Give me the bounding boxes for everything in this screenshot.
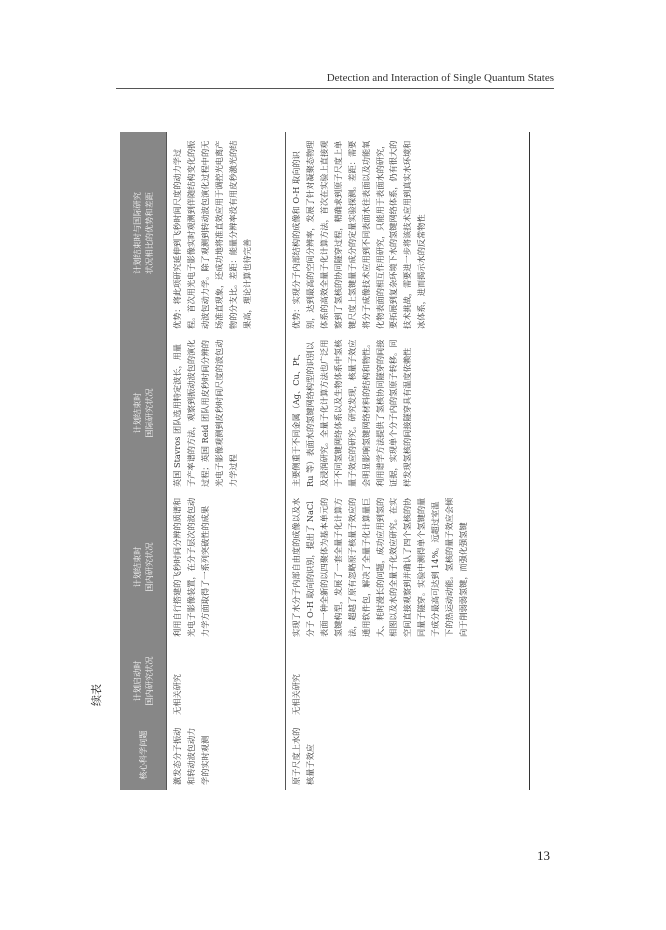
running-head: Detection and Interaction of Single Quantum States — [326, 72, 554, 84]
cell-comparison: 优势：实现分子内部结构的成像和 O-H 取向的识别，达到最高的空间分辨率，发展了针对凝聚态物理体系的高效全量子化计算方法，首次在实验上直接观察到了氢核的协同隧穿过程，精确求到原子尺度上单键尺度上氢键量子成分的定量实验探测。差距：需要将分子成像技术应用到不同表面水往表面以及功能氧化物表面的相互作用研究，只能用于表面水的研究，要拓展到复杂环境下水的氢键网络体系，仍有很大的技术挑战，需要进一步将该技术应用到真实水环境和冰体系，进而揭示水的反常物性 — [285, 132, 529, 334]
continued-table-label: 续表 — [90, 684, 103, 706]
header-rule — [116, 88, 554, 89]
table-header-row — [120, 132, 167, 790]
table-row — [167, 132, 286, 790]
table-row — [285, 132, 529, 790]
table-rotator — [120, 132, 530, 790]
comparison-table — [120, 132, 530, 790]
col-header-comparison: 计划结束时与国际研究 状况相比的优势和差距 — [120, 132, 167, 334]
cell-comparison: 优势：将此项研究延伸到飞秒时间尺度的动力学过程。首次用光电子影像实时观测到伴随结构变化的振动波包动力学。除了观测到转动波包演化过程中的无场准直现象，还成功地将准直效应用于调控光电离产物的分支比。差距：能量分辨率没有用皮秒激光的结果高，理论计算也待完善 — [167, 132, 286, 334]
page-number: 13 — [537, 848, 550, 863]
col-header-end-domestic: 计划结束时 国内研究状况 — [120, 492, 167, 642]
cell-core-question: 原子尺度上水的核量子效应 — [285, 720, 529, 790]
cell-end-domestic: 实现了水分子内部自由度的成像以及水分子 O-H 取向的识别，提出了 NaCl 表面一种全新的以四聚体为基本单元的氢键构型，发展了一套全量子化计算方法，超越了原有忽略原子核量子效应的通用软件包，解决了全量子化计算量巨大、耗时漫长的问题，成功应用到氢的相图以及水的全量子化效应研究。在实空间直接观察到并确认了四个氢核的协同量子隧穿。实验中测得单个氢键的量子成分最高可达到 14%。远超过室温下的热运动动能。氢核的量子效应会倾向于削弱弱氢键，而强化强氢键 — [285, 492, 529, 642]
col-header-start-domestic: 计划启动时 国内研究状况 — [120, 642, 167, 720]
cell-core-question: 激发态分子振动和转动波包动力学的实时观测 — [167, 720, 286, 790]
cell-end-international: 英国 Stavros 团队选用特定波长，用量子产率谱的方法，观察到振动波包的演化过程；英国 Reid 团队用皮秒时间分辨的光电子影像观测到皮秒时间尺度的波包动力学过程 — [167, 334, 286, 492]
rotated-table-frame — [120, 132, 530, 790]
col-header-end-international: 计划结束时 国际研究状况 — [120, 334, 167, 492]
cell-end-domestic: 利用自行搭建的飞秒时间分辨的质谱和光电子影像装置，在分子层次的波包动力学方面取得了一系列突破性的成果 — [167, 492, 286, 642]
cell-start-domestic: 无相关研究 — [285, 642, 529, 720]
cell-start-domestic: 无相关研究 — [167, 642, 286, 720]
cell-end-international: 主要侧重于不同金属（Ag、Cu、Pt、Ru 等）表面水的氢键网络构型的识别以及浸润研究。全量子化计算方法也广泛用于不同氢键网络体系以及生物体系中氢核量子效应的研究。研究发现，核量子效应会明显影响氢键网络材料的结构和物性。利用谱学方法提供了氢核协同隧穿的间接证据，实现单个分子内的氢原子转移。同样发现氢核的间接隧穿具有温度依赖性 — [285, 334, 529, 492]
col-header-core-question: 核心科学问题 — [120, 720, 167, 790]
